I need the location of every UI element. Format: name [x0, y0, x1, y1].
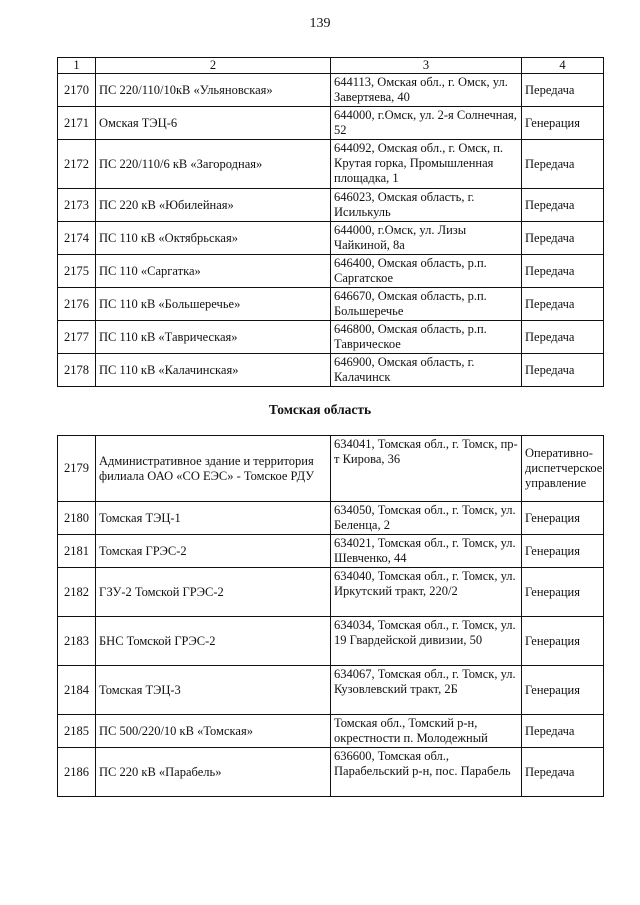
facility-address: 644113, Омская обл., г. Омск, ул. Завертяева, 40	[331, 74, 522, 107]
facility-name: ГЗУ-2 Томской ГРЭС-2	[96, 568, 331, 617]
facility-type: Передача	[522, 140, 604, 189]
facility-address: 644092, Омская обл., г. Омск, п. Крутая горка, Промышленная площадка, 1	[331, 140, 522, 189]
facility-name: Томская ТЭЦ-3	[96, 666, 331, 715]
table-row	[58, 666, 604, 715]
facility-name: ПС 500/220/10 кВ «Томская»	[96, 715, 331, 748]
table-row	[58, 354, 604, 387]
column-header: 2	[96, 58, 331, 74]
section-title: Томская область	[268, 402, 372, 417]
facility-address: 634021, Томская обл., г. Томск, ул. Шевченко, 44	[331, 535, 522, 568]
facility-name: ПС 220 кВ «Парабель»	[96, 748, 331, 797]
row-number: 2170	[58, 74, 96, 107]
row-number: 2184	[58, 666, 96, 715]
row-number: 2177	[58, 321, 96, 354]
facility-name: Томская ГРЭС-2	[96, 535, 331, 568]
row-number: 2180	[58, 502, 96, 535]
facility-address: 646400, Омская область, р.п. Саргатское	[331, 255, 522, 288]
facility-type: Оперативно-диспетчерское управление	[522, 436, 604, 502]
table-row	[58, 502, 604, 535]
table-row	[58, 715, 604, 748]
page-number: 139	[309, 16, 331, 31]
facility-address: 646900, Омская область, г. Калачинск	[331, 354, 522, 387]
row-number: 2172	[58, 140, 96, 189]
column-header: 4	[522, 58, 604, 74]
facility-address: 634041, Томская обл., г. Томск, пр-т Кирова, 36	[331, 436, 522, 502]
row-number: 2183	[58, 617, 96, 666]
facility-type: Генерация	[522, 535, 604, 568]
column-header: 3	[331, 58, 522, 74]
facility-type: Генерация	[522, 568, 604, 617]
facility-type: Генерация	[522, 502, 604, 535]
table-row	[58, 568, 604, 617]
facility-name: ПС 110 кВ «Октябрьская»	[96, 222, 331, 255]
facility-type: Генерация	[522, 666, 604, 715]
table-row	[58, 74, 604, 107]
row-number: 2182	[58, 568, 96, 617]
facility-type: Передача	[522, 222, 604, 255]
table-row	[58, 222, 604, 255]
facility-name: ПС 220/110/10кВ «Ульяновская»	[96, 74, 331, 107]
row-number: 2173	[58, 189, 96, 222]
table-row	[58, 748, 604, 797]
row-number: 2178	[58, 354, 96, 387]
facility-address: 634034, Томская обл., г. Томск, ул. 19 Гвардейской дивизии, 50	[331, 617, 522, 666]
facilities-table-tomsk	[57, 435, 604, 797]
table-row	[58, 436, 604, 502]
row-number: 2176	[58, 288, 96, 321]
facility-address: 644000, г.Омск, ул. Лизы Чайкиной, 8а	[331, 222, 522, 255]
facility-name: Административное здание и территория филиала ОАО «СО ЕЭС» - Томское РДУ	[96, 436, 331, 502]
facility-type: Передача	[522, 321, 604, 354]
facility-type: Передача	[522, 74, 604, 107]
facility-type: Передача	[522, 189, 604, 222]
facility-address: 646800, Омская область, р.п. Таврическое	[331, 321, 522, 354]
row-number: 2175	[58, 255, 96, 288]
table-row	[58, 535, 604, 568]
facility-type: Передача	[522, 288, 604, 321]
facility-type: Передача	[522, 748, 604, 797]
facility-name: ПС 110 кВ «Калачинская»	[96, 354, 331, 387]
facility-type: Передача	[522, 255, 604, 288]
row-number: 2171	[58, 107, 96, 140]
facility-type: Генерация	[522, 107, 604, 140]
table-row	[58, 255, 604, 288]
facility-name: ПС 220 кВ «Юбилейная»	[96, 189, 331, 222]
facility-address: 634040, Томская обл., г. Томск, ул. Иркутский тракт, 220/2	[331, 568, 522, 617]
facility-type: Генерация	[522, 617, 604, 666]
facility-name: ПС 110 кВ «Таврическая»	[96, 321, 331, 354]
facility-address: 646670, Омская область, р.п. Большеречье	[331, 288, 522, 321]
facility-name: ПС 220/110/6 кВ «Загородная»	[96, 140, 331, 189]
facility-name: Томская ТЭЦ-1	[96, 502, 331, 535]
table-row	[58, 617, 604, 666]
facility-address: 634067, Томская обл., г. Томск, ул. Кузовлевский тракт, 2Б	[331, 666, 522, 715]
facility-address: 634050, Томская обл., г. Томск, ул. Беленца, 2	[331, 502, 522, 535]
facility-address: Томская обл., Томский р-н, окрестности п. Молодежный	[331, 715, 522, 748]
row-number: 2185	[58, 715, 96, 748]
facility-type: Передача	[522, 354, 604, 387]
table-row	[58, 189, 604, 222]
table-row	[58, 140, 604, 189]
table-header-row	[58, 58, 604, 74]
table-row	[58, 107, 604, 140]
facility-name: Омская ТЭЦ-6	[96, 107, 331, 140]
table-row	[58, 321, 604, 354]
column-header: 1	[58, 58, 96, 74]
row-number: 2174	[58, 222, 96, 255]
facility-type: Передача	[522, 715, 604, 748]
facilities-table-omsk	[57, 57, 604, 387]
facility-address: 636600, Томская обл., Парабельский р-н, пос. Парабель	[331, 748, 522, 797]
row-number: 2181	[58, 535, 96, 568]
facility-address: 646023, Омская область, г. Исилькуль	[331, 189, 522, 222]
facility-name: ПС 110 «Саргатка»	[96, 255, 331, 288]
facility-address: 644000, г.Омск, ул. 2-я Солнечная, 52	[331, 107, 522, 140]
row-number: 2186	[58, 748, 96, 797]
facility-name: БНС Томской ГРЭС-2	[96, 617, 331, 666]
row-number: 2179	[58, 436, 96, 502]
facility-name: ПС 110 кВ «Большеречье»	[96, 288, 331, 321]
table-row	[58, 288, 604, 321]
